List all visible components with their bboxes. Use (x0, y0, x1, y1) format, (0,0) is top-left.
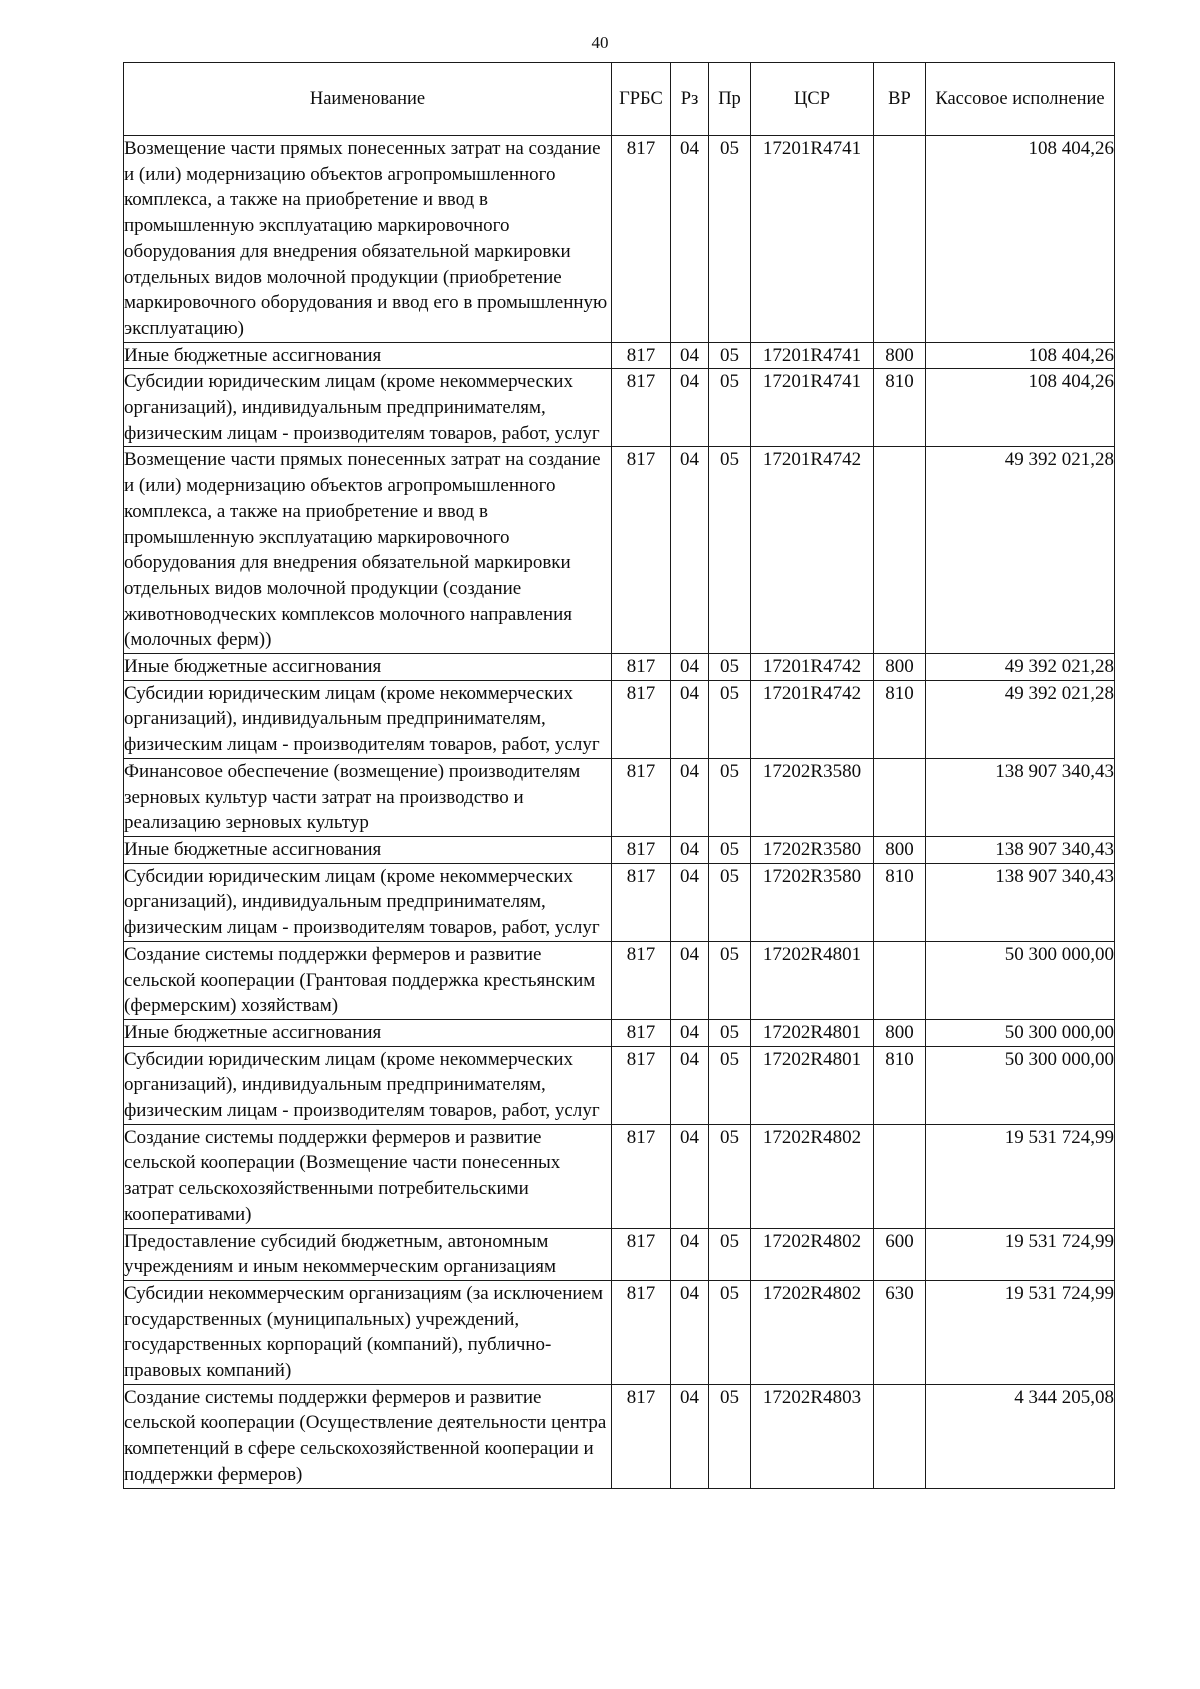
cell-amount: 108 404,26 (926, 342, 1115, 369)
cell-rz: 04 (671, 342, 709, 369)
cell-grbs: 817 (612, 1019, 671, 1046)
cell-rz: 04 (671, 369, 709, 447)
cell-amount: 50 300 000,00 (926, 941, 1115, 1019)
table-row (124, 136, 1115, 343)
cell-vr: 800 (874, 342, 926, 369)
cell-grbs: 817 (612, 1384, 671, 1488)
cell-amount: 108 404,26 (926, 136, 1115, 343)
cell-rz: 04 (671, 654, 709, 681)
cell-pr: 05 (709, 447, 751, 654)
table-row (124, 369, 1115, 447)
cell-pr: 05 (709, 1228, 751, 1280)
cell-rz: 04 (671, 1124, 709, 1228)
cell-rz: 04 (671, 1384, 709, 1488)
cell-rz: 04 (671, 836, 709, 863)
cell-amount: 138 907 340,43 (926, 863, 1115, 941)
table-row (124, 941, 1115, 1019)
cell-rz: 04 (671, 863, 709, 941)
cell-csr: 17202R4802 (751, 1124, 874, 1228)
cell-vr (874, 1124, 926, 1228)
cell-csr: 17201R4742 (751, 654, 874, 681)
cell-grbs: 817 (612, 1124, 671, 1228)
cell-grbs: 817 (612, 369, 671, 447)
cell-vr (874, 758, 926, 836)
cell-name: Субсидии юридическим лицам (кроме некоммерческих организаций), индивидуальным предпринимателям, физическим лицам - производителям товаров, работ, услуг (124, 863, 612, 941)
header-vr: ВР (874, 63, 926, 136)
cell-name: Субсидии юридическим лицам (кроме некоммерческих организаций), индивидуальным предпринимателям, физическим лицам - производителям товаров, работ, услуг (124, 369, 612, 447)
cell-amount: 49 392 021,28 (926, 447, 1115, 654)
header-amount: Кассовое исполнение (926, 63, 1115, 136)
cell-grbs: 817 (612, 1228, 671, 1280)
cell-grbs: 817 (612, 136, 671, 343)
table-row (124, 863, 1115, 941)
cell-amount: 19 531 724,99 (926, 1228, 1115, 1280)
cell-vr (874, 136, 926, 343)
cell-amount: 19 531 724,99 (926, 1124, 1115, 1228)
cell-rz: 04 (671, 941, 709, 1019)
cell-grbs: 817 (612, 680, 671, 758)
cell-name: Иные бюджетные ассигнования (124, 836, 612, 863)
header-name: Наименование (124, 63, 612, 136)
cell-name: Предоставление субсидий бюджетным, автономным учреждениям и иным некоммерческим организациям (124, 1228, 612, 1280)
cell-pr: 05 (709, 836, 751, 863)
cell-csr: 17202R3580 (751, 836, 874, 863)
cell-csr: 17202R4803 (751, 1384, 874, 1488)
cell-csr: 17202R3580 (751, 863, 874, 941)
cell-pr: 05 (709, 863, 751, 941)
cell-pr: 05 (709, 654, 751, 681)
cell-csr: 17201R4741 (751, 136, 874, 343)
cell-amount: 50 300 000,00 (926, 1019, 1115, 1046)
table-row (124, 1280, 1115, 1384)
budget-execution-table (123, 62, 1115, 1489)
cell-vr: 810 (874, 369, 926, 447)
cell-rz: 04 (671, 680, 709, 758)
cell-name: Иные бюджетные ассигнования (124, 1019, 612, 1046)
cell-name: Субсидии некоммерческим организациям (за исключением государственных (муниципальных) учреждений, государственных корпораций (компаний), публично-правовых компаний) (124, 1280, 612, 1384)
cell-name: Создание системы поддержки фермеров и развитие сельской кооперации (Возмещение части понесенных затрат сельскохозяйственными потребительскими кооперативами) (124, 1124, 612, 1228)
cell-grbs: 817 (612, 447, 671, 654)
cell-name: Возмещение части прямых понесенных затрат на создание и (или) модернизацию объектов агропромышленного комплекса, а также на приобретение и ввод в промышленную эксплуатацию маркировочного оборудования для внедрения обязательной маркировки отдельных видов молочной продукции (приобретение маркировочного оборудования и ввод его в промышленную эксплуатацию) (124, 136, 612, 343)
cell-name: Субсидии юридическим лицам (кроме некоммерческих организаций), индивидуальным предпринимателям, физическим лицам - производителям товаров, работ, услуг (124, 1046, 612, 1124)
cell-csr: 17202R4802 (751, 1228, 874, 1280)
cell-rz: 04 (671, 1280, 709, 1384)
cell-csr: 17201R4741 (751, 342, 874, 369)
header-csr: ЦСР (751, 63, 874, 136)
cell-vr: 810 (874, 863, 926, 941)
cell-rz: 04 (671, 1019, 709, 1046)
cell-name: Создание системы поддержки фермеров и развитие сельской кооперации (Осуществление деятельности центра компетенций в сфере сельскохозяйственной кооперации и поддержки фермеров) (124, 1384, 612, 1488)
cell-grbs: 817 (612, 1280, 671, 1384)
cell-vr (874, 941, 926, 1019)
cell-vr: 810 (874, 680, 926, 758)
cell-csr: 17201R4742 (751, 447, 874, 654)
table-row (124, 1124, 1115, 1228)
cell-grbs: 817 (612, 654, 671, 681)
cell-csr: 17201R4742 (751, 680, 874, 758)
cell-vr: 800 (874, 654, 926, 681)
cell-name: Создание системы поддержки фермеров и развитие сельской кооперации (Грантовая поддержка крестьянским (фермерским) хозяйствам) (124, 941, 612, 1019)
table-row (124, 1384, 1115, 1488)
cell-vr: 800 (874, 836, 926, 863)
cell-pr: 05 (709, 1046, 751, 1124)
cell-pr: 05 (709, 758, 751, 836)
cell-pr: 05 (709, 941, 751, 1019)
table-row (124, 1046, 1115, 1124)
cell-amount: 49 392 021,28 (926, 680, 1115, 758)
cell-rz: 04 (671, 1228, 709, 1280)
table-row (124, 836, 1115, 863)
cell-grbs: 817 (612, 342, 671, 369)
cell-vr (874, 447, 926, 654)
cell-vr: 600 (874, 1228, 926, 1280)
table-row (124, 342, 1115, 369)
header-pr: Пр (709, 63, 751, 136)
cell-csr: 17202R4801 (751, 1046, 874, 1124)
cell-vr: 800 (874, 1019, 926, 1046)
cell-pr: 05 (709, 342, 751, 369)
table-row (124, 654, 1115, 681)
cell-name: Субсидии юридическим лицам (кроме некоммерческих организаций), индивидуальным предпринимателям, физическим лицам - производителям товаров, работ, услуг (124, 680, 612, 758)
cell-name: Финансовое обеспечение (возмещение) производителям зерновых культур части затрат на производство и реализацию зерновых культур (124, 758, 612, 836)
cell-amount: 138 907 340,43 (926, 758, 1115, 836)
cell-amount: 50 300 000,00 (926, 1046, 1115, 1124)
cell-amount: 49 392 021,28 (926, 654, 1115, 681)
cell-name: Возмещение части прямых понесенных затрат на создание и (или) модернизацию объектов агропромышленного комплекса, а также на приобретение и ввод в промышленную эксплуатацию маркировочного оборудования для внедрения обязательной маркировки отдельных видов молочной продукции (создание животноводческих комплексов молочного направления (молочных ферм)) (124, 447, 612, 654)
cell-vr: 630 (874, 1280, 926, 1384)
cell-grbs: 817 (612, 941, 671, 1019)
cell-grbs: 817 (612, 1046, 671, 1124)
cell-pr: 05 (709, 1124, 751, 1228)
cell-pr: 05 (709, 1019, 751, 1046)
cell-pr: 05 (709, 136, 751, 343)
header-grbs: ГРБС (612, 63, 671, 136)
cell-vr (874, 1384, 926, 1488)
cell-vr: 810 (874, 1046, 926, 1124)
table-row (124, 1228, 1115, 1280)
table-row (124, 447, 1115, 654)
cell-amount: 19 531 724,99 (926, 1280, 1115, 1384)
table-header-row (124, 63, 1115, 136)
cell-pr: 05 (709, 1384, 751, 1488)
table-row (124, 1019, 1115, 1046)
cell-grbs: 817 (612, 836, 671, 863)
cell-csr: 17202R4801 (751, 1019, 874, 1046)
table-row (124, 680, 1115, 758)
cell-amount: 4 344 205,08 (926, 1384, 1115, 1488)
cell-pr: 05 (709, 680, 751, 758)
cell-grbs: 817 (612, 758, 671, 836)
cell-csr: 17202R4802 (751, 1280, 874, 1384)
page-number: 40 (591, 33, 609, 52)
cell-amount: 138 907 340,43 (926, 836, 1115, 863)
cell-name: Иные бюджетные ассигнования (124, 342, 612, 369)
cell-name: Иные бюджетные ассигнования (124, 654, 612, 681)
cell-pr: 05 (709, 369, 751, 447)
header-rz: Рз (671, 63, 709, 136)
cell-rz: 04 (671, 758, 709, 836)
cell-csr: 17201R4741 (751, 369, 874, 447)
cell-amount: 108 404,26 (926, 369, 1115, 447)
cell-rz: 04 (671, 1046, 709, 1124)
cell-pr: 05 (709, 1280, 751, 1384)
cell-csr: 17202R3580 (751, 758, 874, 836)
cell-csr: 17202R4801 (751, 941, 874, 1019)
table-row (124, 758, 1115, 836)
cell-rz: 04 (671, 447, 709, 654)
cell-rz: 04 (671, 136, 709, 343)
cell-grbs: 817 (612, 863, 671, 941)
